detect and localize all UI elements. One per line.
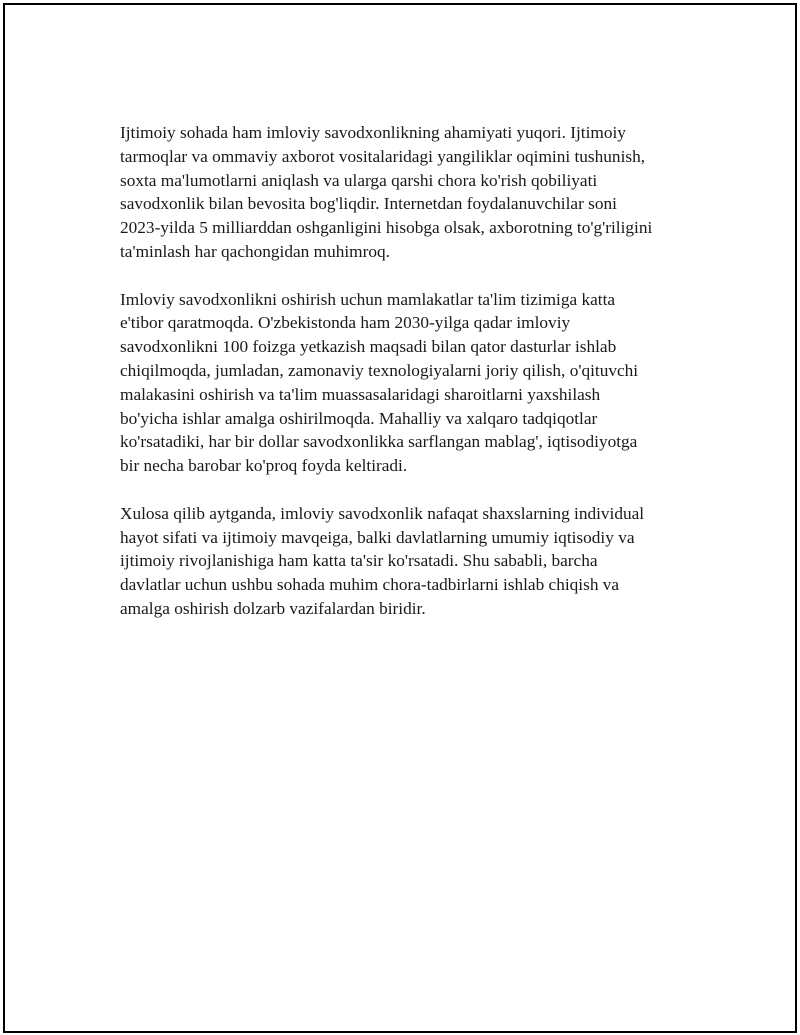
text-line: ijtimoiy rivojlanishiga ham katta ta'sir ko'rsatadi. Shu sababli, barcha [120, 551, 598, 571]
text-line: hayot sifati va ijtimoiy mavqeiga, balki davlatlarning umumiy iqtisodiy va [120, 527, 635, 547]
document-page [3, 3, 797, 1033]
text-line: savodxonlik bilan bevosita bog'liqdir. Internetdan foydalanuvchilar soni [120, 194, 617, 214]
paragraph-education-efforts [120, 288, 700, 478]
text-line: bir necha barobar ko'proq foyda keltiradi. [120, 456, 408, 476]
text-line: amalga oshirish dolzarb vazifalardan biridir. [120, 598, 426, 618]
text-line: savodxonlikni 100 foizga yetkazish maqsadi bilan qator dasturlar ishlab [120, 337, 617, 357]
text-line: chiqilmoqda, jumladan, zamonaviy texnologiyalarni joriy qilish, o'qituvchi [120, 360, 639, 380]
paragraph-social-importance [120, 121, 700, 264]
text-line: bo'yicha ishlar amalga oshirilmoqda. Mahalliy va xalqaro tadqiqotlar [120, 408, 598, 428]
text-line: tarmoqlar va ommaviy axborot vositalaridagi yangiliklar oqimini tushunish, [120, 146, 646, 166]
text-line: davlatlar uchun ushbu sohada muhim chora-tadbirlarni ishlab chiqish va [120, 575, 620, 595]
text-line: Xulosa qilib aytganda, imloviy savodxonlik nafaqat shaxslarning individual [120, 503, 645, 523]
text-line: Imloviy savodxonlikni oshirish uchun mamlakatlar ta'lim tizimiga katta [120, 289, 616, 309]
text-line: soxta ma'lumotlarni aniqlash va ularga qarshi chora ko'rish qobiliyati [120, 170, 598, 190]
text-line: e'tibor qaratmoqda. O'zbekistonda ham 2030-yilga qadar imloviy [120, 313, 571, 333]
paragraph-conclusion [120, 502, 700, 621]
document-body [120, 121, 700, 645]
text-line: ta'minlash har qachongidan muhimroq. [120, 241, 390, 261]
text-line: ko'rsatadiki, har bir dollar savodxonlikka sarflangan mablag', iqtisodiyotga [120, 432, 638, 452]
text-line: Ijtimoiy sohada ham imloviy savodxonlikning ahamiyati yuqori. Ijtimoiy [120, 123, 626, 142]
text-line: malakasini oshirish va ta'lim muassasalaridagi sharoitlarni yaxshilash [120, 384, 601, 404]
text-line: 2023-yilda 5 milliarddan oshganligini hisobga olsak, axborotning to'g'riligini [120, 218, 653, 238]
